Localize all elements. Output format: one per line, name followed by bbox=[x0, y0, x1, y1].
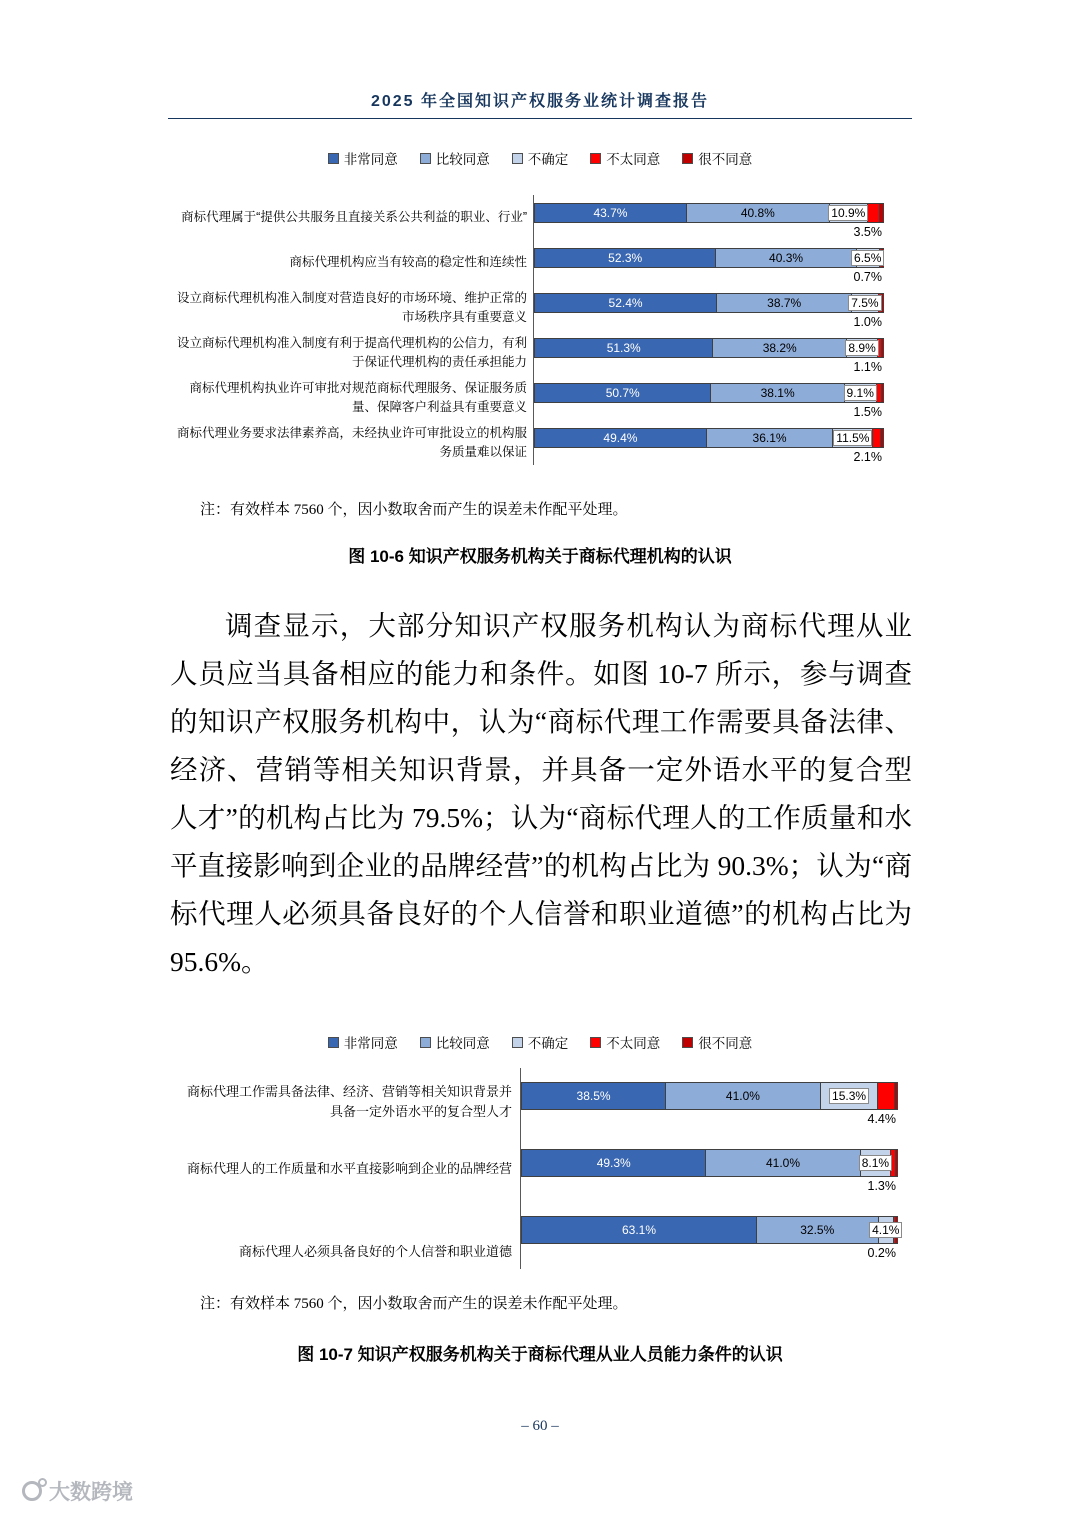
legend-label: 不太同意 bbox=[606, 152, 661, 167]
segment-agree bbox=[757, 1216, 879, 1244]
segment-agree bbox=[666, 1082, 821, 1110]
segment-uncertain bbox=[830, 203, 868, 223]
segment-value-label: 32.5% bbox=[800, 1223, 835, 1237]
segment-value-label: 63.1% bbox=[621, 1223, 657, 1237]
segment-strongly-agree bbox=[534, 248, 716, 268]
legend-swatch-icon bbox=[590, 153, 601, 164]
legend-swatch-icon bbox=[420, 1037, 431, 1048]
segment-agree bbox=[716, 248, 856, 268]
segment-value-label: 6.5% bbox=[851, 250, 884, 266]
segment-value-label: 15.3% bbox=[829, 1088, 869, 1104]
legend-swatch-icon bbox=[682, 153, 693, 164]
chart1-legend bbox=[170, 148, 910, 168]
stacked-bar bbox=[534, 293, 884, 313]
chart2-plot-area bbox=[178, 1068, 898, 1269]
stacked-bar bbox=[534, 428, 884, 448]
legend-item-strongly-disagree bbox=[682, 1032, 752, 1052]
segment-disagree bbox=[873, 428, 880, 448]
segment-value-label: 7.5% bbox=[848, 295, 881, 311]
chart1-plot-area bbox=[175, 195, 884, 465]
stacked-bar bbox=[521, 1082, 898, 1110]
chart-row bbox=[175, 330, 884, 375]
legend-label: 比较同意 bbox=[435, 1036, 490, 1051]
chart2-caption: 图 10-7 知识产权服务机构关于商标代理从业人员能力条件的认识 bbox=[297, 1345, 783, 1364]
disagree-callout-label: 1.5% bbox=[853, 405, 882, 419]
stacked-bar bbox=[521, 1216, 898, 1244]
bar-area bbox=[533, 420, 884, 465]
segment-uncertain bbox=[852, 293, 878, 313]
chart-row bbox=[175, 375, 884, 420]
segment-value-label: 8.9% bbox=[845, 340, 878, 356]
watermark bbox=[22, 1476, 133, 1506]
segment-value-label: 52.3% bbox=[608, 251, 643, 265]
segment-strongly-disagree bbox=[882, 338, 884, 358]
chart2-legend bbox=[170, 1032, 910, 1052]
segment-disagree bbox=[878, 1082, 895, 1110]
category-label: 商标代理机构执业许可审批对规范商标代理服务、保证服务质量、保障客户利益具有重要意义 bbox=[189, 380, 527, 414]
legend-item-strongly-agree bbox=[328, 1032, 398, 1052]
segment-value-label: 38.2% bbox=[762, 341, 797, 355]
disagree-callout-label: 1.1% bbox=[853, 360, 882, 374]
segment-disagree bbox=[868, 203, 880, 223]
segment-value-label: 49.3% bbox=[596, 1156, 631, 1170]
segment-strongly-disagree bbox=[882, 293, 884, 313]
segment-agree bbox=[717, 293, 852, 313]
legend-label: 不太同意 bbox=[606, 1036, 661, 1051]
segment-value-label: 8.1% bbox=[859, 1155, 892, 1171]
legend-swatch-icon bbox=[420, 153, 431, 164]
category-label: 设立商标代理机构准入制度有利于提高代理机构的公信力，有利于保证代理机构的责任承担能力 bbox=[176, 335, 527, 369]
bar-area bbox=[533, 375, 884, 420]
segment-strongly-disagree bbox=[880, 203, 884, 223]
stacked-bar bbox=[534, 338, 884, 358]
bar-area bbox=[533, 195, 884, 240]
category-label: 商标代理人的工作质量和水平直接影响到企业的品牌经营 bbox=[186, 1160, 512, 1176]
disagree-callout-label: 3.5% bbox=[853, 225, 882, 239]
segment-value-label: 49.4% bbox=[603, 431, 638, 445]
segment-value-label: 36.1% bbox=[752, 431, 787, 445]
segment-value-label: 41.0% bbox=[725, 1089, 760, 1103]
legend-swatch-icon bbox=[328, 153, 339, 164]
legend-item-uncertain bbox=[512, 148, 569, 168]
category-label: 商标代理机构应当有较高的稳定性和连续性 bbox=[289, 255, 527, 270]
segment-uncertain bbox=[821, 1082, 879, 1110]
segment-agree bbox=[707, 428, 833, 448]
disagree-callout-label: 0.7% bbox=[853, 270, 882, 284]
disagree-callout-label: 4.4% bbox=[867, 1112, 896, 1126]
segment-uncertain bbox=[872, 1216, 900, 1244]
category-label: 商标代理业务要求法律素养高，未经执业许可审批设立的机构服务质量难以保证 bbox=[176, 425, 527, 459]
legend-label: 很不同意 bbox=[698, 152, 753, 167]
body-paragraph: 调查显示，大部分知识产权服务机构认为商标代理从业人员应当具备相应的能力和条件。如图 10-7 所示，参与调查的知识产权服务机构中，认为“商标代理工作需要具备法律、经济、营销等相关知识背景，并具备一定外语水平的复合型人才”的机构占比为 79.5%；认为“商标代理人的工作质量和水平直接影响到企业的品牌经营”的机构占比为 90.3%；认为“商标代理人必须具备良好的个人信誉和职业道德”的机构占比为 95.6%。 bbox=[170, 610, 912, 977]
segment-strongly-agree bbox=[534, 383, 711, 403]
segment-value-label: 40.3% bbox=[769, 251, 804, 265]
bar-area bbox=[520, 1202, 898, 1269]
segment-uncertain bbox=[833, 428, 873, 448]
legend-label: 不确定 bbox=[527, 1036, 569, 1051]
segment-strongly-agree bbox=[534, 293, 717, 313]
segment-uncertain bbox=[847, 338, 878, 358]
chart1-caption: 图 10-6 知识产权服务机构关于商标代理机构的认识 bbox=[348, 547, 732, 566]
dashu-logo-icon bbox=[22, 1481, 42, 1501]
segment-strongly-disagree bbox=[896, 1149, 898, 1177]
chart-row bbox=[175, 420, 884, 465]
segment-strongly-disagree bbox=[881, 428, 884, 448]
segment-value-label: 41.0% bbox=[765, 1156, 801, 1170]
bar-area bbox=[520, 1068, 898, 1135]
legend-swatch-icon bbox=[512, 153, 523, 164]
chart-row bbox=[175, 240, 884, 285]
header-divider bbox=[168, 118, 912, 119]
legend-item-agree bbox=[420, 1032, 490, 1052]
legend-label: 不确定 bbox=[527, 152, 569, 167]
chart-row bbox=[178, 1202, 898, 1269]
segment-uncertain bbox=[845, 383, 877, 403]
legend-item-disagree bbox=[590, 148, 660, 168]
stacked-bar bbox=[534, 248, 884, 268]
stacked-bar bbox=[521, 1149, 898, 1177]
legend-swatch-icon bbox=[590, 1037, 601, 1048]
legend-swatch-icon bbox=[682, 1037, 693, 1048]
chart-row bbox=[175, 285, 884, 330]
disagree-callout-label: 0.2% bbox=[867, 1246, 896, 1260]
category-label: 商标代理工作需具备法律、经济、营销等相关知识背景并具备一定外语水平的复合型人才 bbox=[186, 1084, 512, 1119]
segment-agree bbox=[713, 338, 847, 358]
category-label: 商标代理人必须具备良好的个人信誉和职业道德 bbox=[238, 1243, 512, 1259]
legend-label: 非常同意 bbox=[343, 152, 398, 167]
segment-strongly-agree bbox=[521, 1216, 757, 1244]
chart-row bbox=[175, 195, 884, 240]
page-number: – 60 – bbox=[521, 1418, 559, 1434]
segment-value-label: 38.7% bbox=[767, 296, 802, 310]
segment-strongly-agree bbox=[521, 1082, 666, 1110]
legend-swatch-icon bbox=[512, 1037, 523, 1048]
category-label: 设立商标代理机构准入制度对营造良好的市场环境、维护正常的市场秩序具有重要意义 bbox=[176, 290, 527, 324]
disagree-callout-label: 2.1% bbox=[853, 450, 882, 464]
legend-swatch-icon bbox=[328, 1037, 339, 1048]
segment-value-label: 10.9% bbox=[828, 205, 868, 221]
legend-item-disagree bbox=[590, 1032, 660, 1052]
segment-value-label: 43.7% bbox=[593, 206, 628, 220]
segment-strongly-agree bbox=[534, 428, 707, 448]
segment-value-label: 50.7% bbox=[605, 386, 640, 400]
segment-value-label: 38.1% bbox=[760, 386, 795, 400]
segment-value-label: 51.3% bbox=[606, 341, 641, 355]
segment-strongly-disagree bbox=[882, 383, 884, 403]
segment-value-label: 9.1% bbox=[844, 385, 877, 401]
chart-row bbox=[178, 1068, 898, 1135]
segment-strongly-disagree bbox=[895, 1082, 898, 1110]
segment-agree bbox=[711, 383, 844, 403]
segment-agree bbox=[706, 1149, 860, 1177]
chart1-note: 注：有效样本 7560 个，因小数取舍而产生的误差未作配平处理。 bbox=[200, 502, 628, 518]
segment-strongly-agree bbox=[534, 338, 713, 358]
stacked-bar bbox=[534, 383, 884, 403]
bar-area bbox=[533, 330, 884, 375]
segment-value-label: 4.1% bbox=[869, 1222, 902, 1238]
segment-agree bbox=[687, 203, 830, 223]
segment-value-label: 38.5% bbox=[576, 1089, 611, 1103]
disagree-callout-label: 1.3% bbox=[867, 1179, 896, 1193]
chart2-note: 注：有效样本 7560 个，因小数取舍而产生的误差未作配平处理。 bbox=[200, 1296, 628, 1312]
disagree-callout-label: 1.0% bbox=[853, 315, 882, 329]
chart-row bbox=[178, 1135, 898, 1202]
legend-item-strongly-disagree bbox=[682, 148, 752, 168]
segment-value-label: 52.4% bbox=[608, 296, 643, 310]
category-label: 商标代理属于“提供公共服务且直接关系公共利益的职业、行业” bbox=[181, 210, 527, 225]
bar-area bbox=[533, 240, 884, 285]
segment-strongly-agree bbox=[534, 203, 687, 223]
segment-strongly-agree bbox=[521, 1149, 706, 1177]
page-header-title: 2025 年全国知识产权服务业统计调查报告 bbox=[370, 93, 710, 110]
legend-label: 很不同意 bbox=[698, 1036, 753, 1051]
segment-uncertain bbox=[854, 248, 882, 268]
legend-label: 比较同意 bbox=[435, 152, 490, 167]
bar-area bbox=[520, 1135, 898, 1202]
segment-value-label: 11.5% bbox=[833, 430, 872, 446]
legend-item-uncertain bbox=[512, 1032, 569, 1052]
stacked-bar bbox=[534, 203, 884, 223]
legend-item-agree bbox=[420, 148, 490, 168]
legend-label: 非常同意 bbox=[343, 1036, 398, 1051]
bar-area bbox=[533, 285, 884, 330]
watermark-text: 大数跨境 bbox=[49, 1481, 133, 1504]
legend-item-strongly-agree bbox=[328, 148, 398, 168]
segment-value-label: 40.8% bbox=[740, 206, 775, 220]
segment-uncertain bbox=[861, 1149, 892, 1177]
